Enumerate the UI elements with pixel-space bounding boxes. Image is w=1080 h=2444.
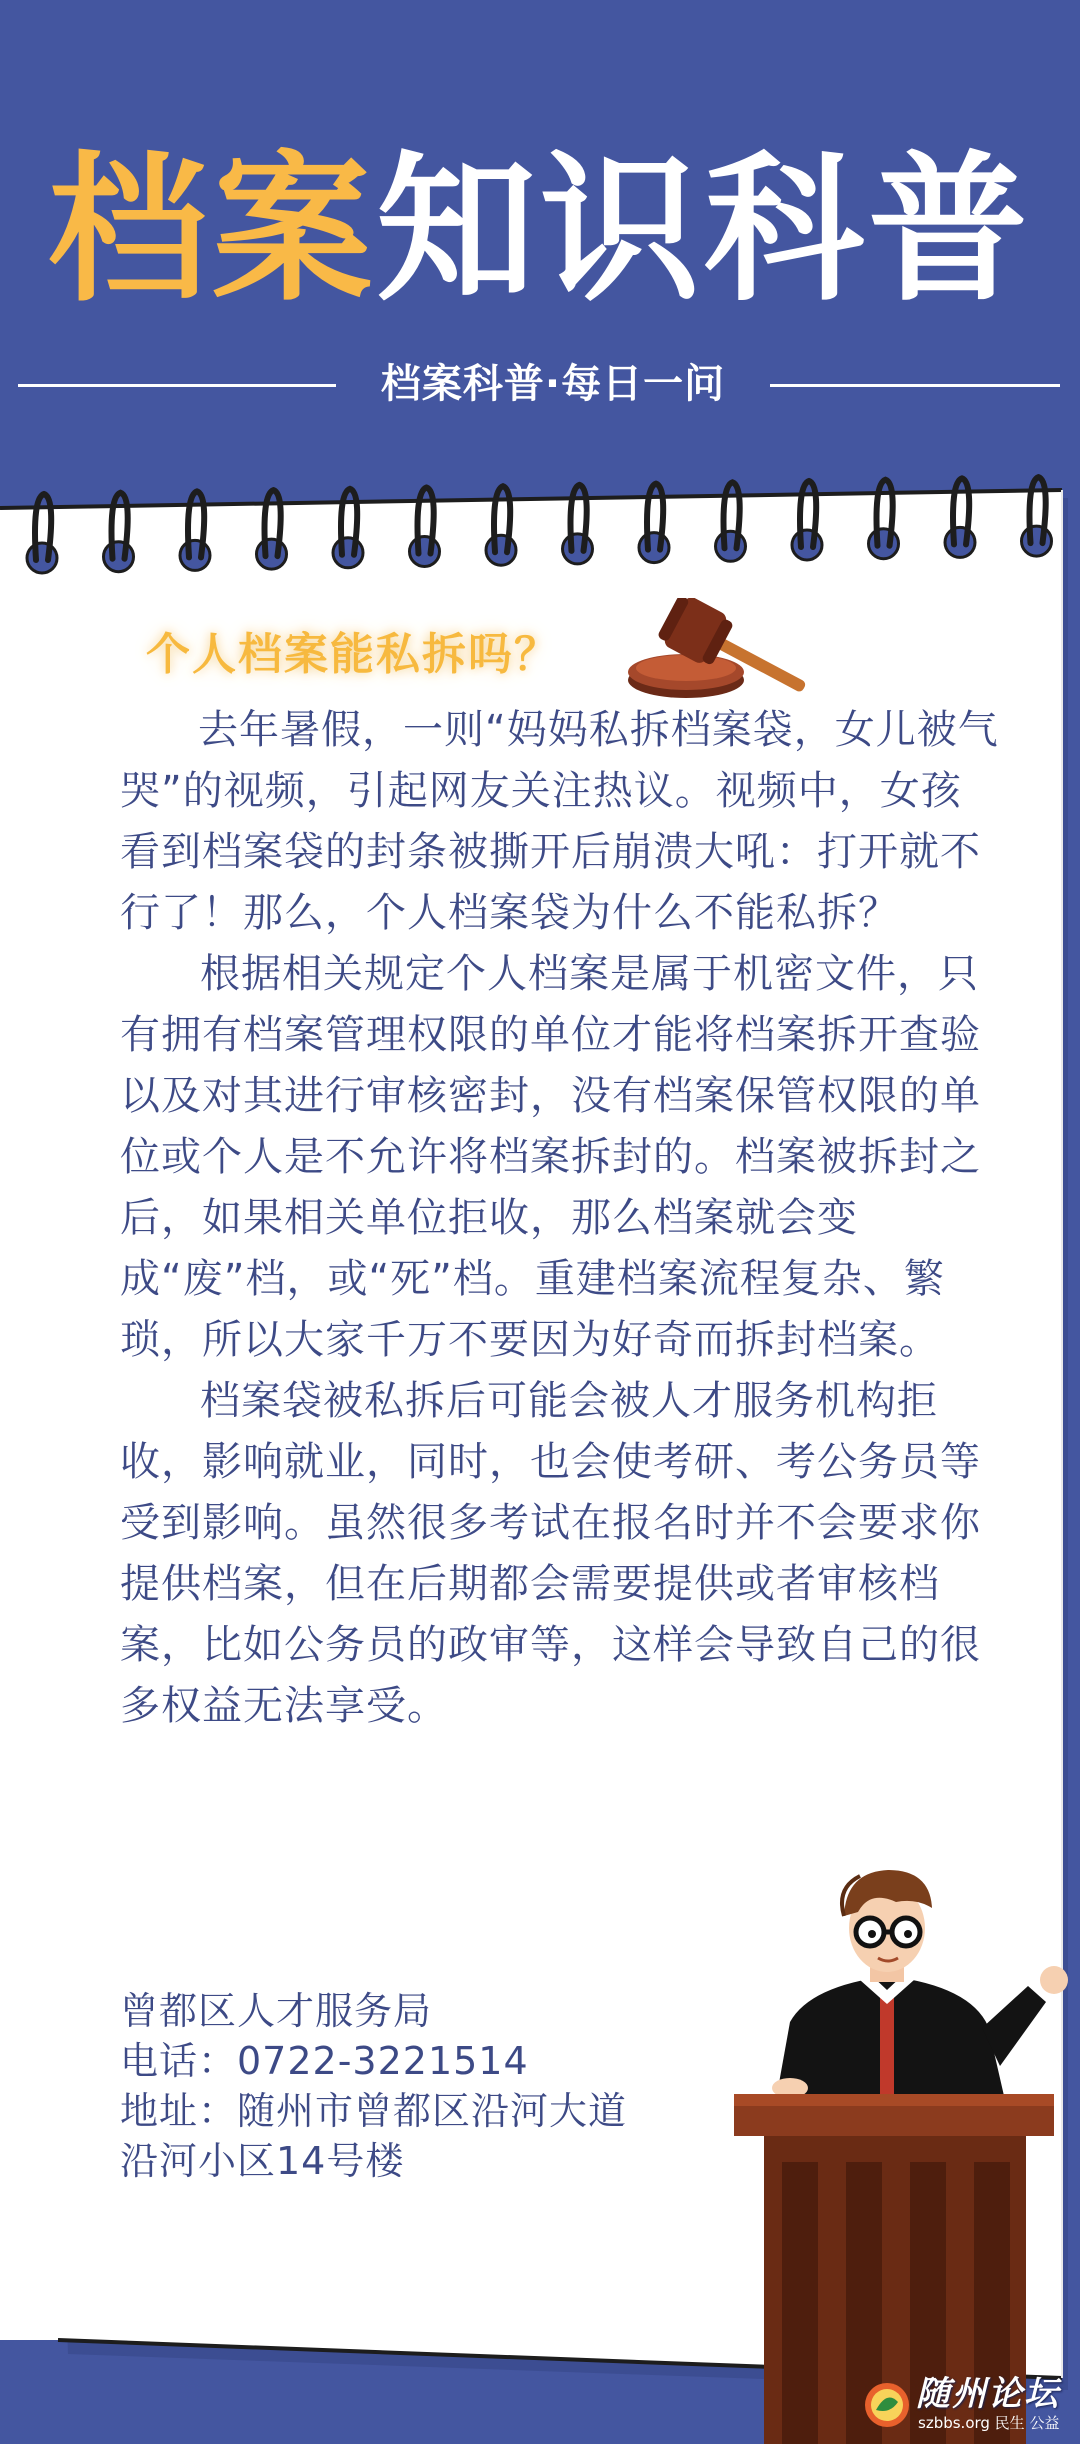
- article-question: 个人档案能私拆吗？: [146, 629, 560, 680]
- binder-hole: [27, 543, 57, 573]
- gavel-icon: [626, 598, 836, 708]
- title-highlight: 档案: [47, 136, 376, 323]
- binder-hole: [257, 539, 287, 569]
- binder-hole: [410, 537, 440, 567]
- paragraph-2: 根据相关规定个人档案是属于机密文件，只有拥有档案管理权限的单位才能将档案拆开查验以及对其进行审核密封，没有档案保管权限的单位或个人是不允许将档案拆封的。档案被拆封之后，如果相关单位拒收，那么档案就会变成“废”档，或“死”档。重建档案流程复杂、繁琐，所以大家千万不要因为好奇而拆封档案。: [120, 951, 981, 1363]
- binder-hole: [104, 542, 134, 572]
- title-rest: 知识科普: [376, 136, 1033, 323]
- binder-hole: [716, 531, 746, 561]
- watermark-logo-icon: [862, 2380, 912, 2430]
- paragraph-3: 档案袋被私拆后可能会被人才服务机构拒收，影响就业，同时，也会使考研、考公务员等受到影响。虽然很多考试在报名时并不会要求你提供档案，但在后期都会需要提供或者审核档案，比如公务员的政审等，这样会导致自己的很多权益无法享受。: [120, 1378, 981, 1729]
- binder-hole: [945, 527, 975, 557]
- watermark-name: 随州论坛: [916, 2374, 1060, 2414]
- binder-hole: [486, 535, 516, 565]
- article-body: [120, 700, 1002, 1737]
- contact-block: [120, 1986, 627, 2186]
- watermark: [862, 2372, 1072, 2438]
- contact-phone: 电话：0722-3221514: [120, 2039, 529, 2083]
- contact-address-2: 沿河小区14号楼: [120, 2139, 405, 2183]
- binder-hole: [563, 534, 593, 564]
- binder-hole: [869, 529, 899, 559]
- watermark-sub: szbbs.org 民生 公益: [918, 2414, 1060, 2432]
- binder-hole: [333, 538, 363, 568]
- binder-hole: [792, 530, 822, 560]
- paragraph-1: 去年暑假，一则“妈妈私拆档案袋，女儿被气哭”的视频，引起网友关注热议。视频中，女孩看到档案袋的封条被撕开后崩溃大吼：打开就不行了！那么，个人档案袋为什么不能私拆？: [120, 707, 999, 936]
- contact-address-1: 地址：随州市曾都区沿河大道: [120, 2089, 628, 2133]
- speaker-illustration: [720, 1846, 1080, 2444]
- binder-hole: [1022, 526, 1052, 556]
- contact-org: 曾都区人才服务局: [120, 1989, 433, 2033]
- binder-hole: [180, 540, 210, 570]
- binder-hole: [639, 533, 669, 563]
- subtitle: 档案科普·每日一问: [380, 361, 726, 407]
